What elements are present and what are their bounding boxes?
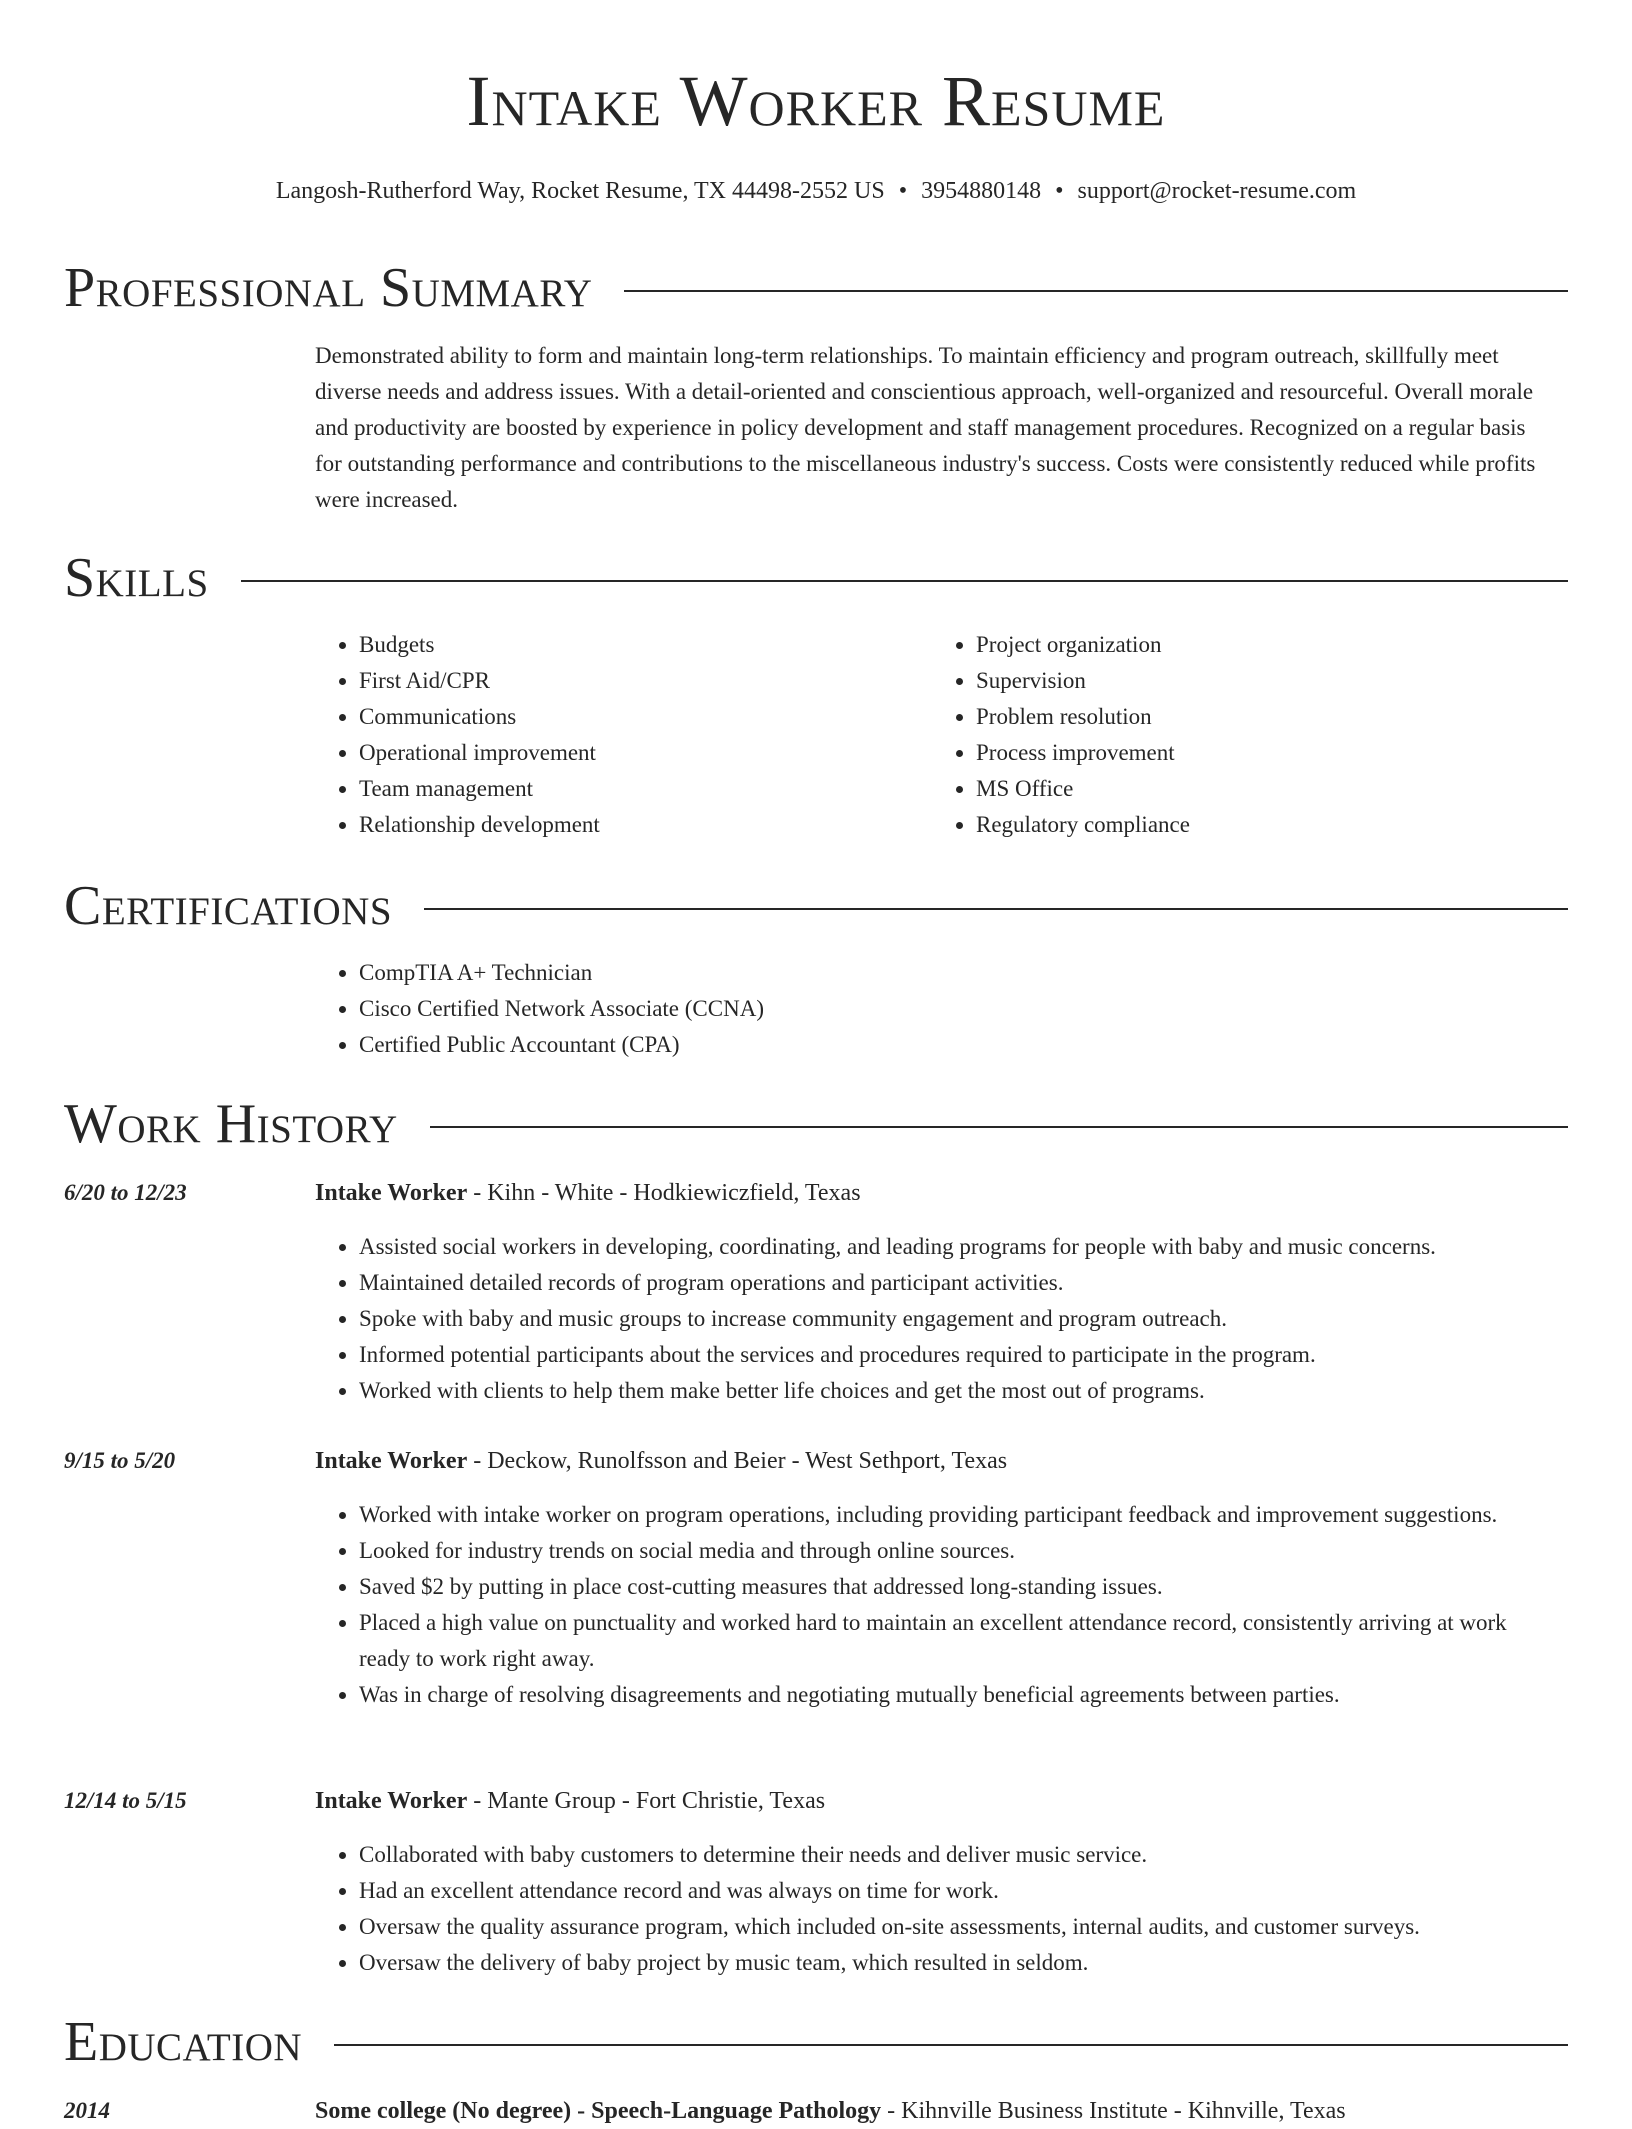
contact-separator: • — [1055, 178, 1064, 204]
job-duty-item: • Was in charge of resolving disagreements and negotiating mutually beneficial agreements between parties. — [359, 1677, 1552, 1713]
job-dates: 6/20 to 12/23 — [64, 1180, 187, 1205]
job-duties-list — [315, 1229, 1552, 1409]
contact-phone: 3954880148 — [921, 178, 1042, 204]
work-heading: Work History — [64, 1093, 398, 1155]
work-section-header — [64, 1089, 1568, 1159]
resume-title: Intake Worker Resume — [466, 61, 1166, 141]
section-divider — [241, 580, 1568, 582]
skill-item: • Supervision — [976, 663, 1492, 699]
contact-line — [0, 174, 1632, 208]
skills-section-header — [64, 543, 1568, 613]
job-duty-item: • Looked for industry trends on social media and through online sources. — [359, 1533, 1552, 1569]
education-year: 2014 — [64, 2098, 110, 2123]
job-heading — [315, 1443, 1552, 1479]
job-duty-item: • Spoke with baby and music groups to increase community engagement and program outreach. — [359, 1301, 1552, 1337]
certification-item: • CompTIA A+ Technician — [359, 955, 1552, 991]
skill-item: • Communications — [359, 699, 875, 735]
contact-address: Langosh-Rutherford Way, Rocket Resume, TX 44498-2552 US — [275, 178, 885, 204]
job-duty-item: • Oversaw the quality assurance program, which included on-site assessments, internal audits, and customer surveys. — [359, 1909, 1552, 1945]
education-heading: Education — [64, 2011, 303, 2073]
job-duty-item: • Assisted social workers in developing, coordinating, and leading programs for people with baby and music concerns. — [359, 1229, 1552, 1265]
skill-item: • Process improvement — [976, 735, 1492, 771]
job-duties-list — [315, 1837, 1552, 1981]
certification-item: • Certified Public Accountant (CPA) — [359, 1027, 1552, 1063]
job-duty-item: • Oversaw the delivery of baby project by music team, which resulted in seldom. — [359, 1945, 1552, 1981]
skill-item: • Budgets — [359, 627, 875, 663]
job-duties — [315, 1837, 1552, 1981]
job-duty-item: • Worked with clients to help them make better life choices and get the most out of programs. — [359, 1373, 1552, 1409]
skills-right-column — [932, 627, 1492, 843]
section-divider — [424, 908, 1568, 910]
job-employer: - Mante Group - Fort Christie, Texas — [467, 1788, 826, 1814]
section-divider — [430, 1126, 1568, 1128]
education-school: - Kihnville Business Institute - Kihnville, Texas — [881, 2098, 1346, 2124]
skills-left-column — [315, 627, 875, 843]
job-duty-item: • Maintained detailed records of program operations and participant activities. — [359, 1265, 1552, 1301]
skills-right-list — [932, 627, 1492, 843]
contact-email: support@rocket-resume.com — [1077, 178, 1357, 204]
job-duty-item: • Collaborated with baby customers to determine their needs and deliver music service. — [359, 1837, 1552, 1873]
certifications-block — [315, 955, 1552, 1063]
skill-item: • Problem resolution — [976, 699, 1492, 735]
job-duties — [315, 1497, 1552, 1713]
certifications-section-header — [64, 871, 1568, 941]
job-duties — [315, 1229, 1552, 1409]
job-employer: - Kihn - White - Hodkiewiczfield, Texas — [467, 1180, 861, 1206]
job-title: Intake Worker — [315, 1448, 468, 1474]
summary-text: Demonstrated ability to form and maintain long-term relationships. To maintain efficiency and program outreach, skillfully meet diverse needs and address issues. With a detail-oriented and conscientious approach, well-organized and resourceful. Overall morale and productivity are boosted by experience in policy development and staff management procedures. Recognized on a regular basis for outstanding performance and contributions to the miscellaneous industry's success. Costs were consistently reduced while profits were increased. — [315, 343, 1536, 512]
education-heading-line — [315, 2093, 1552, 2129]
job-title: Intake Worker — [315, 1180, 468, 1206]
skill-item: • Operational improvement — [359, 735, 875, 771]
job-dates: 12/14 to 5/15 — [64, 1788, 187, 1813]
certifications-heading: Certifications — [64, 875, 393, 937]
skill-item: • Regulatory compliance — [976, 807, 1492, 843]
job-dates: 9/15 to 5/20 — [64, 1448, 176, 1473]
job-duties-list — [315, 1497, 1552, 1713]
job-duty-item: • Placed a high value on punctuality and worked hard to maintain an excellent attendance record, consistently arriving at work ready to work right away. — [359, 1605, 1552, 1677]
job-duty-item: • Worked with intake worker on program operations, including providing participant feedback and improvement suggestions. — [359, 1497, 1552, 1533]
section-divider — [334, 2044, 1568, 2046]
certification-item: • Cisco Certified Network Associate (CCNA) — [359, 991, 1552, 1027]
summary-section-header — [64, 253, 1568, 323]
job-heading — [315, 1783, 1552, 1819]
skill-item: • Project organization — [976, 627, 1492, 663]
skill-item: • Team management — [359, 771, 875, 807]
skills-left-list — [315, 627, 875, 843]
education-degree: Some college (No degree) - Speech-Language Pathology — [315, 2098, 882, 2124]
job-title: Intake Worker — [315, 1788, 468, 1814]
job-duty-item: • Saved $2 by putting in place cost-cutting measures that addressed long-standing issues. — [359, 1569, 1552, 1605]
skill-item: • Relationship development — [359, 807, 875, 843]
education-section-header — [64, 2007, 1568, 2077]
certifications-list — [315, 955, 1552, 1063]
job-duty-item: • Had an excellent attendance record and was always on time for work. — [359, 1873, 1552, 1909]
section-divider — [624, 290, 1568, 292]
job-employer: - Deckow, Runolfsson and Beier - West Sethport, Texas — [467, 1448, 1008, 1474]
summary-heading: Professional Summary — [64, 257, 593, 319]
skill-item: • MS Office — [976, 771, 1492, 807]
contact-separator: • — [898, 178, 908, 204]
job-duty-item: • Informed potential participants about the services and procedures required to participate in the program. — [359, 1337, 1552, 1373]
skills-heading: Skills — [64, 547, 209, 609]
job-heading — [315, 1175, 1552, 1211]
skill-item: • First Aid/CPR — [359, 663, 875, 699]
